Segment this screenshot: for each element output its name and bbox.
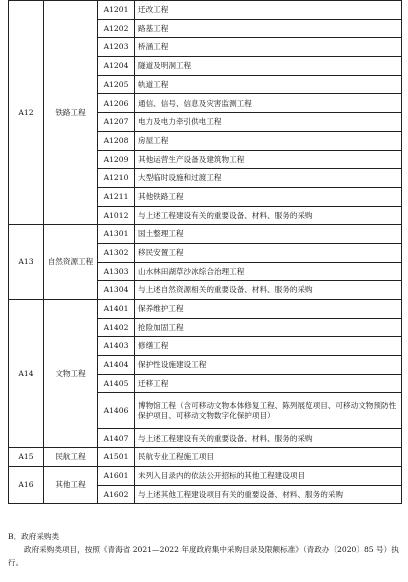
item-description: 轨道工程 <box>135 75 402 94</box>
item-code: A1401 <box>98 300 135 319</box>
item-code: A1302 <box>98 243 135 262</box>
item-description: 民航专业工程施工项目 <box>135 448 402 467</box>
item-code: A1501 <box>98 448 135 467</box>
item-description: 电力及电力牵引供电工程 <box>135 113 402 132</box>
item-code: A1012 <box>98 206 135 225</box>
item-code: A1201 <box>98 1 135 20</box>
item-description: 迁移工程 <box>135 374 402 393</box>
item-description: 抢险加固工程 <box>135 318 402 337</box>
note-body: 政府采购类项目，按照《青海省 2021—2022 年度政府集中采购目录及限额标准》（青政办〔2020〕85 号）执行。 <box>8 545 399 567</box>
item-description: 大型临时设施和过渡工程 <box>135 169 402 188</box>
category-code: A15 <box>9 448 44 467</box>
item-code: A1403 <box>98 337 135 356</box>
category-name: 自然资源工程 <box>44 225 98 300</box>
table-row <box>9 466 402 485</box>
item-code: A1304 <box>98 281 135 300</box>
category-name: 民航工程 <box>44 448 98 467</box>
category-code: A13 <box>9 225 44 300</box>
item-description: 与上述其他工程建设项目有关的重要设备、材料、服务的采购 <box>135 485 402 504</box>
item-code: A1406 <box>98 393 135 429</box>
note-heading: B．政府采购类 <box>8 532 60 541</box>
item-code: A1211 <box>98 187 135 206</box>
item-code: A1301 <box>98 225 135 244</box>
item-code: A1402 <box>98 318 135 337</box>
table-row <box>9 225 402 244</box>
category-code: A14 <box>9 300 44 448</box>
item-description: 其他运营生产设备及建筑物工程 <box>135 150 402 169</box>
category-code: A16 <box>9 466 44 503</box>
item-code: A1207 <box>98 113 135 132</box>
item-description: 与上述工程建设有关的重要设备、材料、服务的采购 <box>135 429 402 448</box>
item-code: A1303 <box>98 262 135 281</box>
item-description: 保养维护工程 <box>135 300 402 319</box>
procurement-note <box>8 530 402 569</box>
item-code: A1210 <box>98 169 135 188</box>
item-description: 与上述自然资源相关的重要设备、材料、服务的采购 <box>135 281 402 300</box>
item-code: A1404 <box>98 356 135 375</box>
item-code: A1203 <box>98 38 135 57</box>
table-row <box>9 1 402 20</box>
table-row <box>9 448 402 467</box>
item-description: 博物馆工程（含可移动文物本体修复工程、陈列展览项目、可移动文物预防性保护项目、可移动文物数字化保护项目） <box>135 393 402 429</box>
item-description: 路基工程 <box>135 19 402 38</box>
item-code: A1208 <box>98 131 135 150</box>
category-code: A12 <box>9 1 44 225</box>
item-description: 移民安置工程 <box>135 243 402 262</box>
item-code: A1205 <box>98 75 135 94</box>
item-description: 与上述工程建设有关的重要设备、材料、服务的采购 <box>135 206 402 225</box>
table-row <box>9 300 402 319</box>
category-name: 文物工程 <box>44 300 98 448</box>
item-code: A1204 <box>98 57 135 76</box>
item-description: 桥涵工程 <box>135 38 402 57</box>
item-description: 隧道及明洞工程 <box>135 57 402 76</box>
item-description: 未列入目录内的依法公开招标的其他工程建设项目 <box>135 466 402 485</box>
item-code: A1601 <box>98 466 135 485</box>
item-description: 迁改工程 <box>135 1 402 20</box>
item-description: 山水林田湖草沙冰综合治理工程 <box>135 262 402 281</box>
category-name: 其他工程 <box>44 466 98 503</box>
item-code: A1202 <box>98 19 135 38</box>
item-code: A1405 <box>98 374 135 393</box>
item-code: A1206 <box>98 94 135 113</box>
project-catalog-table <box>8 0 402 504</box>
item-description: 房屋工程 <box>135 131 402 150</box>
item-code: A1407 <box>98 429 135 448</box>
category-name: 铁路工程 <box>44 1 98 225</box>
item-description: 国土整理工程 <box>135 225 402 244</box>
item-description: 保护性设施建设工程 <box>135 356 402 375</box>
item-code: A1209 <box>98 150 135 169</box>
item-code: A1602 <box>98 485 135 504</box>
item-description: 修缮工程 <box>135 337 402 356</box>
item-description: 通信、信号、信息及灾害监测工程 <box>135 94 402 113</box>
item-description: 其他铁路工程 <box>135 187 402 206</box>
